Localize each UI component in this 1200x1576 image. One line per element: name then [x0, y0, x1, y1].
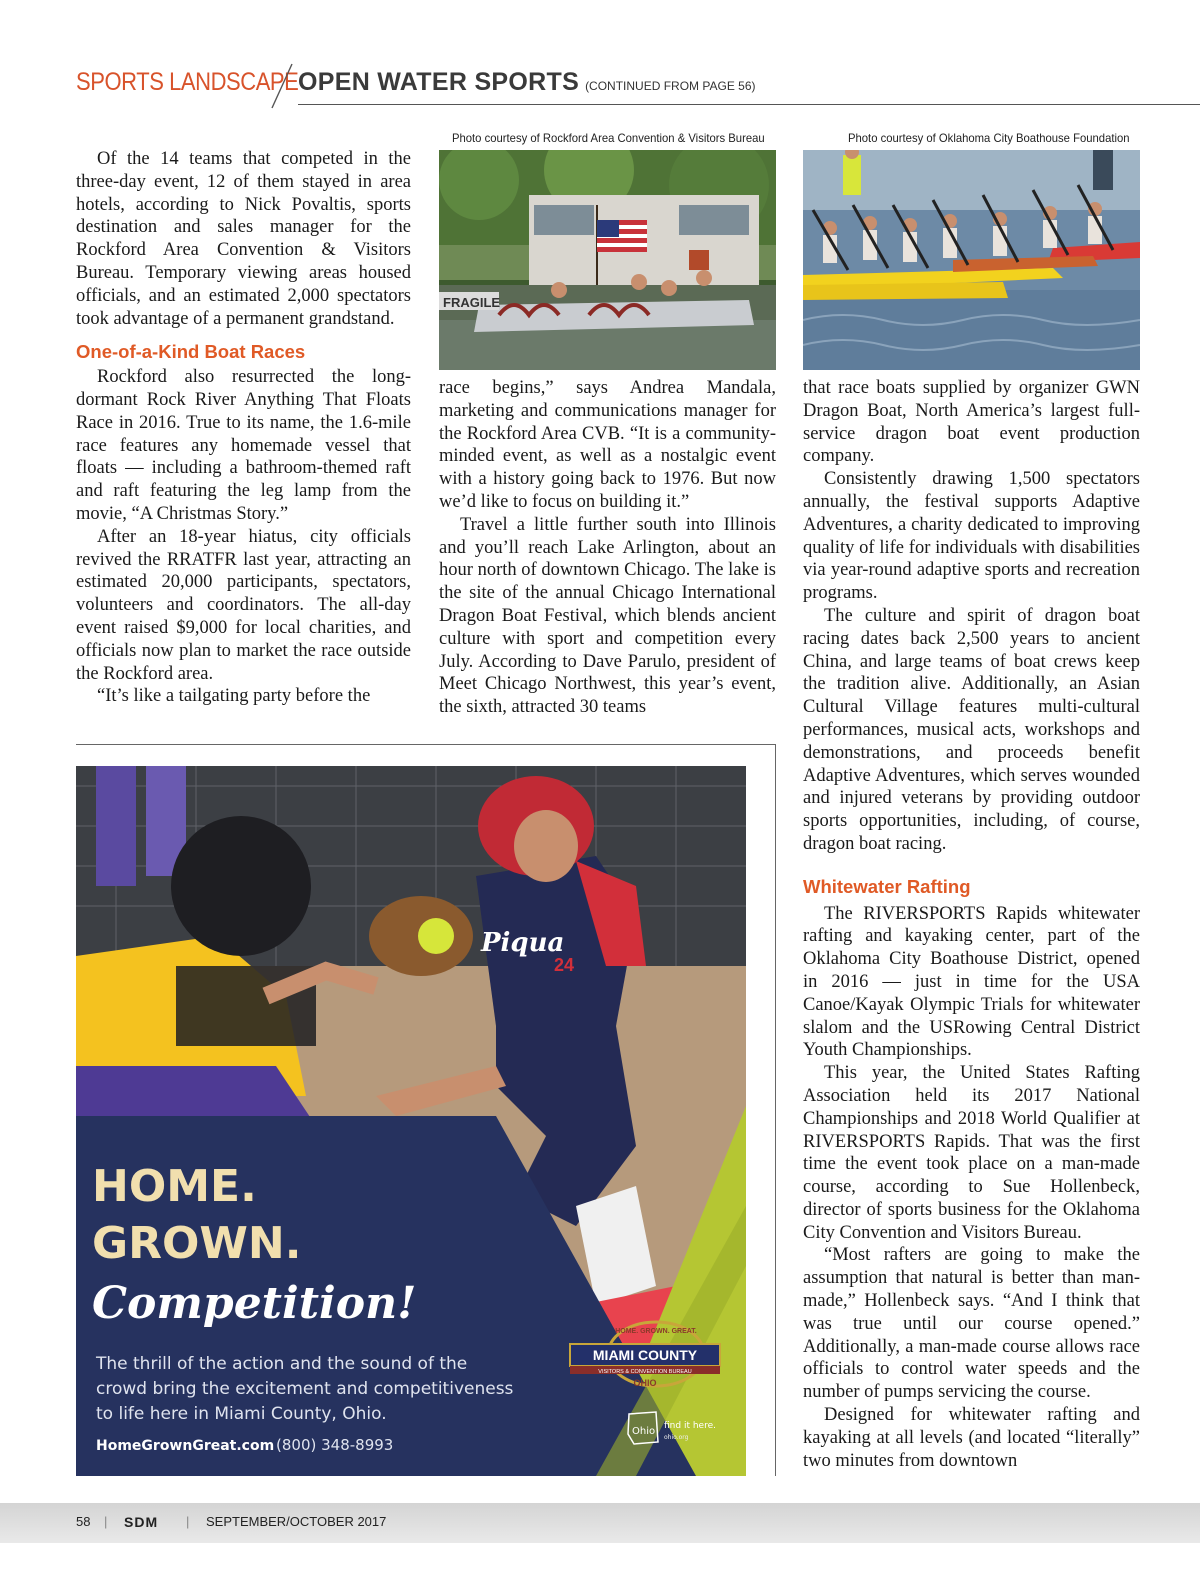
page-number: 58 — [76, 1514, 91, 1529]
logo-tagline: HOME. GROWN. GREAT. — [615, 1328, 697, 1335]
ad-body-line-3: to life here in Miami County, Ohio. — [96, 1404, 387, 1424]
logo-name: MIAMI COUNTY — [592, 1347, 698, 1363]
paragraph: Rockford also resurrected the long-dormant Rock River Anything That Floats Race in 2016. True to its name, the 1.6-mile race features any homemade vessel that floats — including a bathroom-themed raft and raft featuring the leg lamp from the movie, “A Christmas Story.” — [76, 367, 411, 524]
section-label: SPORTS LANDSCAPE — [76, 68, 299, 96]
photo-credit-rockford: Photo courtesy of Rockford Area Convention & Visitors Bureau — [451, 131, 765, 145]
miami-county-advertisement[interactable] — [76, 766, 746, 1476]
ad-frame-right — [775, 744, 776, 1476]
paragraph: Of the 14 teams that competed in the three-day event, 12 of them stayed in area hotels, according to Nick Povaltis, sports destination and sales manager for the Rockford Area Convention & Visitors Bureau. Temporary viewing areas housed officials, and an estimated 2,000 spectators took advantage of a permanent grandstand. — [76, 149, 411, 329]
continued-note: (CONTINUED FROM PAGE 56) — [585, 79, 756, 93]
logo-subtitle: VISITORS & CONVENTION BUREAU — [598, 1369, 692, 1375]
ad-frame-top — [76, 744, 776, 745]
ad-body-line-2: crowd bring the excitement and competitiveness — [96, 1379, 514, 1399]
paragraph: Consistently drawing 1,500 spectators annually, the festival supports Adaptive Adventures, a charity dedicated to improving quality of life for individuals with disabilities via year-round adaptive sports and recreation programs. — [803, 469, 1140, 604]
paragraph: This year, the United States Rafting Association held its 2017 National Championships and 2018 World Qualifier at RIVERSPORTS Rapids. That was the first time the event took place on a man-made course, according to Sue Hollenbeck, director of sports business for the Oklahoma City Convention and Visitors Bureau. — [803, 1063, 1140, 1243]
article-column-3 — [803, 377, 1140, 1472]
find-it-here-text: find it here. — [664, 1421, 716, 1431]
paragraph: race begins,” says Andrea Mandala, marketing and communications manager for the Rockford Area CVB. “It is a community-minded event, as well as a nostalgic event with a history going back to 1976. But now we’d like to focus on building it.” — [439, 378, 776, 512]
jersey-number: 24 — [554, 955, 575, 975]
footer-separator: | — [104, 1514, 108, 1529]
footer-issue: SEPTEMBER/OCTOBER 2017 — [206, 1514, 387, 1529]
subheading-whitewater: Whitewater Rafting — [803, 875, 971, 897]
ad-headline-2: GROWN. — [92, 1218, 302, 1269]
paragraph: Designed for whitewater rafting and kayaking at all levels (and located “literally” two minutes from downtown — [803, 1405, 1140, 1471]
ad-headline-1: HOME. — [92, 1161, 257, 1212]
ad-phone: (800) 348-8993 — [276, 1436, 394, 1454]
photo-rockford-raft — [439, 150, 776, 370]
header-title-text: OPEN WATER SPORTS — [298, 68, 580, 96]
jersey-text: Piqua — [481, 928, 565, 958]
raft-sign-text: FRAGILE — [443, 295, 501, 310]
article-column-2 — [439, 377, 776, 719]
photo-kayak-race — [803, 150, 1140, 370]
paragraph: The RIVERSPORTS Rapids whitewater rafting and kayaking center, part of the Oklahoma City Boathouse District, opened in 2016 — just in time for the USA Canoe/Kayak Olympic Trials for whitewater slalom and the USRowing Central District Youth Championships. — [803, 903, 1140, 1061]
paragraph: that race boats supplied by organizer GWN Dragon Boat, North America’s largest full-service dragon boat event production company. — [803, 378, 1140, 467]
logo-state: OHIO — [633, 1378, 657, 1388]
ohio-url-text: ohio.org — [664, 1434, 689, 1441]
subheading-boat-races: One-of-a-Kind Boat Races — [76, 341, 306, 363]
ad-website-link[interactable]: HomeGrownGreat.com — [96, 1438, 275, 1454]
page-header — [0, 0, 1200, 110]
paragraph: Travel a little further south into Illinois and you’ll reach Lake Arlington, about an hour north of downtown Chicago. The lake is the site of the annual Chicago International Dragon Boat Festival, which blends ancient culture with sport and competition every July. According to Dave Parulo, president of Meet Chicago Northwest, this year’s event, the sixth, attracted 30 teams — [439, 514, 776, 718]
header-title — [298, 68, 756, 97]
paragraph: The culture and spirit of dragon boat racing dates back 2,500 years to ancient China, and large teams of boat crews keep the tradition alive. Additionally, an Asian Cultural Village features multi-cultural performances, musical acts, workshops and demonstrations, and proceeds benefit Adaptive Adventures, which serves wounded and injured veterans by providing outdoor sports opportunities, including, of course, dragon boat racing. — [803, 605, 1140, 854]
ad-headline-3: Competition! — [92, 1278, 417, 1329]
footer-separator: | — [186, 1514, 190, 1529]
paragraph: “It’s like a tailgating party before the — [97, 686, 371, 707]
photo-credit-oklahoma: Photo courtesy of Oklahoma City Boathouse Foundation — [847, 131, 1130, 145]
paragraph: After an 18-year hiatus, city officials revived the RRATFR last year, attracting an estimated 20,000 participants, spectators, volunteers and coordinators. The all-day event raised $9,000 for local charities, and officials now plan to market the race outside the Rockford area. — [76, 526, 411, 684]
footer-brand: SDM — [124, 1514, 159, 1530]
article-column-1 — [76, 148, 411, 708]
ad-body-line-1: The thrill of the action and the sound of the — [96, 1354, 468, 1374]
page-footer — [0, 1503, 1200, 1543]
header-slash — [268, 62, 298, 110]
paragraph: “Most rafters are going to make the assumption that natural is better than man-made,” Hollenbeck says. “And I think that was true until our course opened.” Additionally, a man-made course allows race officials to control water speeds and the number of pumps servicing the course. — [803, 1245, 1140, 1403]
ohio-mark-text: Ohio — [632, 1426, 656, 1437]
header-rule — [298, 104, 1200, 105]
